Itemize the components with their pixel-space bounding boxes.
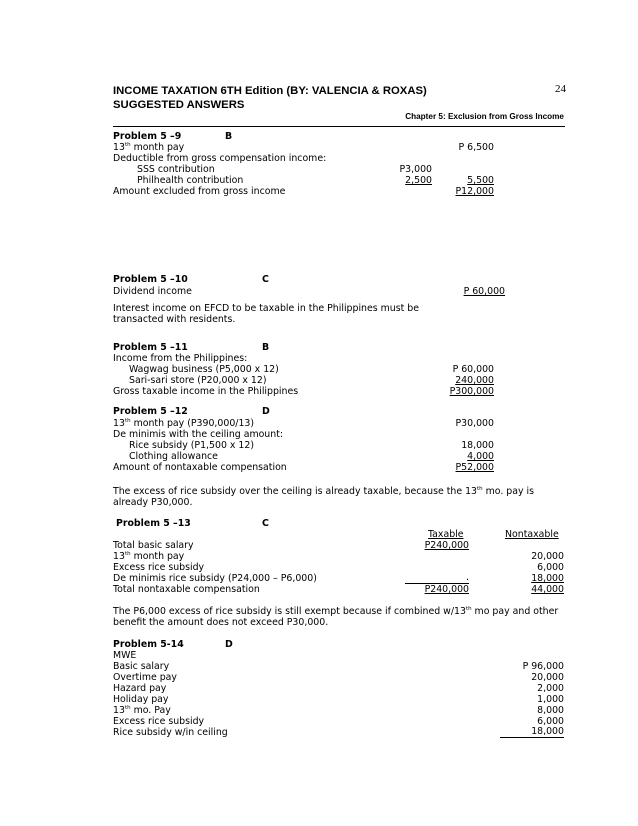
line-value: 18,000 [531, 573, 564, 584]
note-part: mo. pay is already P30,000. [113, 486, 535, 508]
line-label: month pay (P390,000/13) [133, 418, 255, 429]
document-subtitle: SUGGESTED ANSWERS [113, 99, 245, 111]
line-value: 6,000 [537, 716, 564, 727]
superscript-th: th [124, 417, 131, 424]
problem-title: Problem 5 –12 [113, 406, 188, 417]
line-value: . [405, 573, 469, 584]
line-item-13th-month [113, 418, 254, 429]
line-item-total: Amount excluded from gross income [113, 186, 286, 197]
superscript-th: th [124, 704, 131, 711]
line-value: P 96,000 [522, 661, 564, 672]
number-13: 13 [113, 418, 125, 429]
line-item-rice: Rice subsidy (P1,500 x 12) [129, 440, 255, 451]
page-number: 24 [555, 83, 566, 95]
line-item-de-minimis: De minimis with the ceiling amount: [113, 429, 284, 440]
line-value: 5,500 [467, 175, 494, 186]
line-value: P 6,500 [458, 142, 494, 153]
line-item-sss: SSS contribution [137, 164, 215, 175]
line-item: Hazard pay [113, 683, 167, 694]
problem-title: Problem 5-14 [113, 639, 184, 650]
line-item-deductible: Deductible from gross compensation income: [113, 153, 327, 164]
line-item-basic-salary: Total basic salary [113, 540, 194, 551]
problem-answer: B [225, 131, 233, 142]
note-text: Interest income on EFCD to be taxable in the Philippines must be transacted with residents. [113, 303, 419, 325]
problem-title: Problem 5 –9 [113, 131, 182, 142]
note-text [113, 486, 561, 508]
line-item-13th-month [113, 551, 184, 562]
category-label: MWE [113, 650, 137, 661]
line-value: 20,000 [531, 672, 564, 683]
line-value: 20,000 [531, 551, 564, 562]
line-value: 4,000 [467, 451, 494, 462]
line-item-excess-rice: Excess rice subsidy [113, 562, 205, 573]
number-13: 13 [113, 142, 125, 153]
line-item-sari-sari: Sari-sari store (P20,000 x 12) [129, 375, 267, 386]
line-value: P 60,000 [463, 286, 505, 297]
line-value: 2,500 [405, 175, 432, 186]
column-header-taxable: Taxable [428, 529, 464, 540]
line-item-dividend: Dividend income [113, 286, 192, 297]
line-value: P 60,000 [452, 364, 494, 375]
line-item: Excess rice subsidy [113, 716, 205, 727]
line-item-wagwag: Wagwag business (P5,000 x 12) [129, 364, 279, 375]
problem-answer: B [262, 342, 270, 353]
number-13: 13 [113, 551, 125, 562]
line-value: 18,000 [500, 727, 564, 738]
problem-title: Problem 5 –11 [113, 342, 188, 353]
line-label: month pay [133, 142, 185, 153]
line-value: 6,000 [537, 562, 564, 573]
superscript-th: th [124, 141, 131, 148]
line-item-13th-month [113, 142, 184, 153]
header-rule [113, 126, 565, 127]
line-item: Rice subsidy w/in ceiling [113, 727, 228, 738]
line-label: mo. Pay [133, 705, 171, 716]
line-item [113, 705, 171, 716]
problem-title: Problem 5 –13 [116, 518, 191, 529]
line-item: Holiday pay [113, 694, 169, 705]
line-value: P3,000 [399, 164, 432, 175]
line-value: P240,000 [424, 540, 469, 551]
line-item-de-minimis-rice: De minimis rice subsidy (P24,000 – P6,000) [113, 573, 317, 584]
document-title: INCOME TAXATION 6TH Edition (BY: VALENCIA & ROXAS) [113, 85, 427, 97]
problem-title: Problem 5 –10 [113, 274, 188, 285]
problem-answer: C [262, 274, 269, 285]
column-header-nontaxable: Nontaxable [505, 529, 559, 540]
line-item-clothing: Clothing allowance [129, 451, 218, 462]
note-text [113, 606, 565, 628]
line-value: 1,000 [537, 694, 564, 705]
superscript-th: th [124, 550, 131, 557]
problem-answer: C [262, 518, 269, 529]
line-total-value: 44,000 [531, 584, 564, 595]
line-item-total: Amount of nontaxable compensation [113, 462, 287, 473]
line-total-value: P300,000 [449, 386, 494, 397]
line-value: 2,000 [537, 683, 564, 694]
line-value: P30,000 [455, 418, 494, 429]
note-part: The excess of rice subsidy over the ceiling is already taxable, because the 13 [113, 486, 477, 497]
line-item-income-ph: Income from the Philippines: [113, 353, 248, 364]
number-13: 13 [113, 705, 125, 716]
superscript-th: th [477, 485, 483, 492]
problem-answer: D [262, 406, 270, 417]
line-value: 240,000 [455, 375, 494, 386]
chapter-label: Chapter 5: Exclusion from Gross Income [405, 112, 564, 121]
line-item: Overtime pay [113, 672, 177, 683]
note-part: The P6,000 excess of rice subsidy is still exempt because if combined w/13 [113, 606, 466, 617]
line-value: 8,000 [537, 705, 564, 716]
problem-answer: D [225, 639, 233, 650]
line-item-total: Gross taxable income in the Philippines [113, 386, 299, 397]
note-part: mo pay and other benefit the amount does not exceed P30,000. [113, 606, 559, 628]
line-label: month pay [133, 551, 185, 562]
line-item: Basic salary [113, 661, 170, 672]
line-total-value: P12,000 [455, 186, 494, 197]
line-value: 18,000 [461, 440, 494, 451]
line-item-total: Total nontaxable compensation [113, 584, 260, 595]
line-total-value: P52,000 [455, 462, 494, 473]
line-total-value: P240,000 [424, 584, 469, 595]
superscript-th: th [465, 605, 472, 612]
line-item-philhealth: Philhealth contribution [137, 175, 244, 186]
